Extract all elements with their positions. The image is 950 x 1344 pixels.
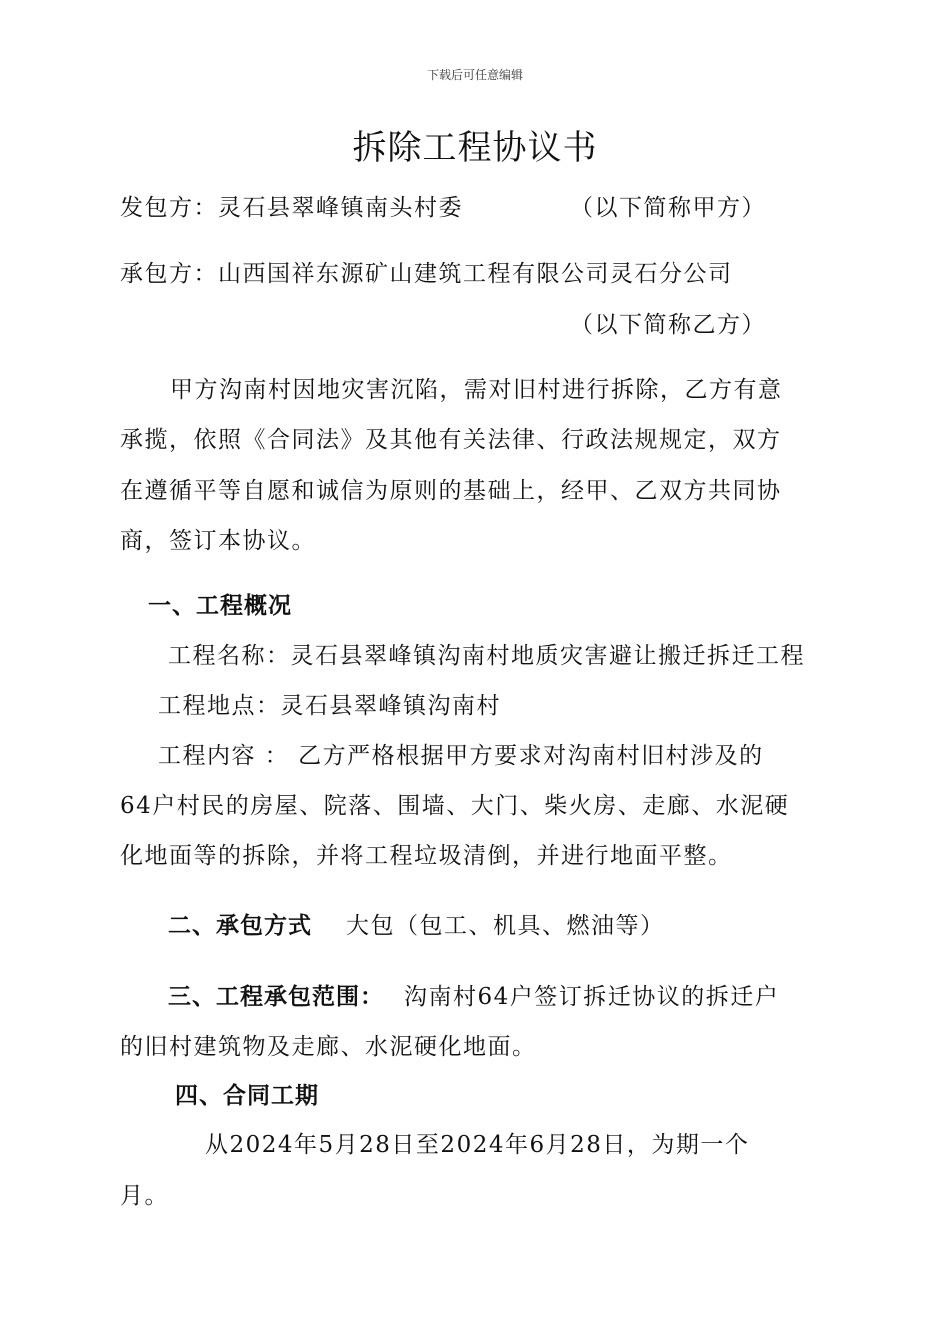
party-b-suffix: （以下简称乙方） bbox=[570, 312, 766, 338]
intro-line-4: 商，签订本协议。 bbox=[120, 528, 316, 554]
section-4-heading: 四、合同工期 bbox=[175, 1083, 319, 1109]
scope-line-1: 沟南村64户签订拆迁协议的拆迁户 bbox=[404, 984, 780, 1010]
party-a-suffix: （以下简称甲方） bbox=[570, 195, 766, 221]
party-a-label: 发包方：灵石县翠峰镇南头村委 bbox=[120, 195, 463, 221]
project-content-line-3: 化地面等的拆除，并将工程垃圾清倒，并进行地面平整。 bbox=[120, 843, 733, 869]
section-2-heading: 二、承包方式 bbox=[168, 913, 312, 939]
intro-line-1: 甲方沟南村因地灾害沉陷，需对旧村进行拆除，乙方有意 bbox=[170, 377, 783, 403]
project-location: 工程地点：灵石县翠峰镇沟南村 bbox=[158, 693, 501, 719]
period-line-1: 从2024年5月28日至2024年6月28日，为期一个 bbox=[205, 1132, 750, 1158]
project-content-line-1: 工程内容 ： 乙方严格根据甲方要求对沟南村旧村涉及的 bbox=[158, 743, 764, 769]
project-content-line-2: 64户村民的房屋、院落、围墙、大门、柴火房、走廊、水泥硬 bbox=[120, 793, 790, 819]
party-b-label: 承包方：山西国祥东源矿山建筑工程有限公司灵石分公司 bbox=[120, 261, 733, 287]
scope-line-2: 的旧村建筑物及走廊、水泥硬化地面。 bbox=[120, 1034, 537, 1060]
document-title: 拆除工程协议书 bbox=[352, 128, 598, 168]
contract-method: 大包（包工、机具、燃油等） bbox=[346, 913, 665, 939]
period-line-2: 月。 bbox=[120, 1183, 169, 1209]
intro-line-2: 承揽，依照《合同法》及其他有关法律、行政法规规定，双方 bbox=[120, 427, 782, 453]
project-name: 工程名称：灵石县翠峰镇沟南村地质灾害避让搬迁拆迁工程 bbox=[168, 643, 805, 669]
section-3-heading: 三、工程承包范围： bbox=[168, 984, 384, 1010]
section-1-heading: 一、工程概况 bbox=[148, 593, 292, 619]
page-header: 下载后可任意编辑 bbox=[426, 68, 523, 82]
intro-line-3: 在遵循平等自愿和诚信为原则的基础上，经甲、乙双方共同协 bbox=[120, 478, 782, 504]
